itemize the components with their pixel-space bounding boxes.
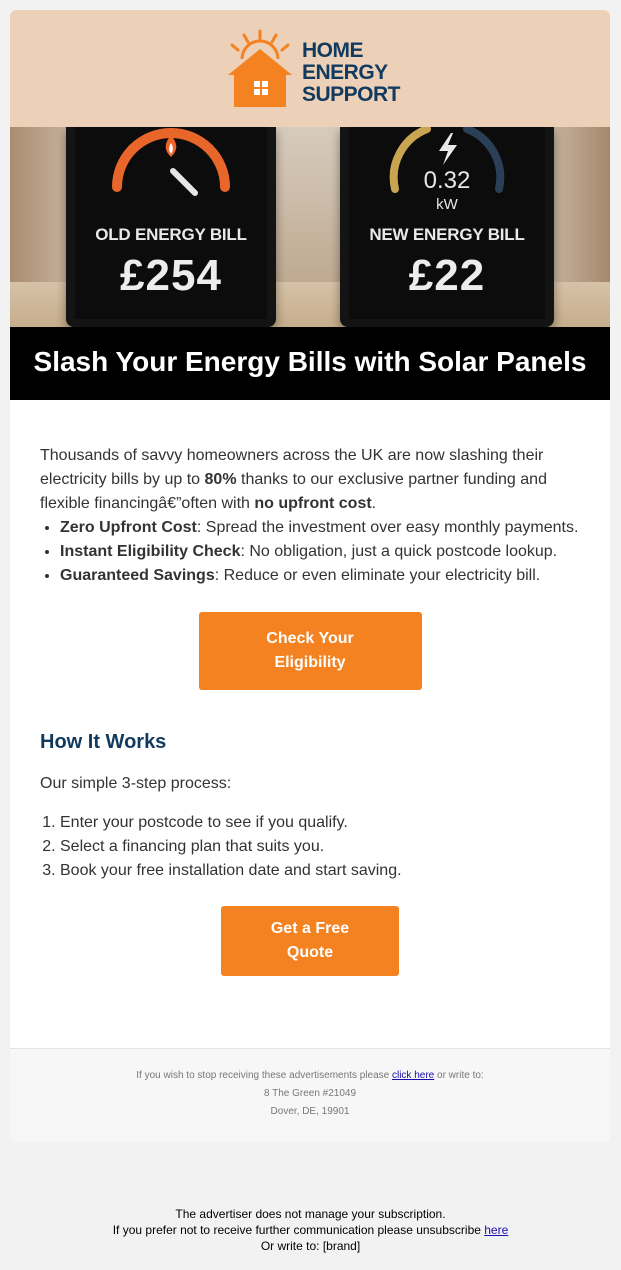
logo-line-3: SUPPORT <box>302 83 401 106</box>
step-item: 2. Select a financing plan that suits you. <box>60 835 580 859</box>
unsubscribe-text: If you wish to stop receiving these advertisements please <box>136 1070 392 1081</box>
feature-text: : No obligation, just a quick postcode lookup. <box>240 543 558 560</box>
step-item: 1. Enter your postcode to see if you qualify. <box>60 811 580 835</box>
intro-paragraph <box>40 444 580 516</box>
feature-title: Zero Upfront Cost <box>60 519 197 536</box>
intro-text-1: Thousands of savvy homeowners across the UK are now slashing their electricity bills by up to <box>40 447 544 488</box>
feature-text: : Spread the investment over easy monthly payments. <box>196 519 579 536</box>
logo-line-2: ENERGY <box>302 61 388 84</box>
subscription-notice <box>0 1206 621 1254</box>
free-quote-button[interactable] <box>221 906 399 976</box>
unsubscribe-line <box>10 1067 610 1085</box>
email-card <box>10 10 610 1142</box>
free-quote-label-1: Get a Free <box>270 920 350 937</box>
notice-line-2-text: If you prefer not to receive further communication please unsubscribe <box>112 1223 485 1237</box>
new-bill-display <box>340 127 554 327</box>
email-footer <box>10 1048 610 1142</box>
feature-item <box>60 540 580 564</box>
feature-item <box>60 564 580 588</box>
intro-text-3: . <box>371 495 377 512</box>
hero-image[interactable] <box>10 127 610 327</box>
feature-item <box>60 516 580 540</box>
headline-text: Slash Your Energy Bills with Solar Panels <box>33 346 587 377</box>
check-eligibility-label-1: Check Your <box>266 630 354 647</box>
feature-title: Instant Eligibility Check <box>60 543 241 560</box>
feature-list <box>40 516 580 588</box>
address-line-1: 8 The Green #21049 <box>263 1088 357 1099</box>
old-bill-screen <box>75 127 267 319</box>
email-header <box>10 10 610 127</box>
intro-highlight-percent: 80% <box>204 471 237 488</box>
how-it-works-heading: How It Works <box>40 731 167 753</box>
how-it-works-intro: Our simple 3-step process: <box>40 775 232 792</box>
notice-line-2 <box>0 1222 621 1238</box>
check-eligibility-button[interactable] <box>199 612 422 690</box>
free-quote-label-2: Quote <box>286 944 334 961</box>
house-sun-icon <box>220 29 300 109</box>
feature-title: Guaranteed Savings <box>60 567 215 584</box>
brand-logo[interactable] <box>220 29 420 109</box>
step-item: 3. Book your free installation date and start saving. <box>60 859 580 883</box>
unsubscribe-link[interactable]: click here <box>391 1070 435 1081</box>
steps-list <box>40 811 580 883</box>
intro-text-2: thanks to our exclusive partner funding and flexible financingâ€”often with <box>40 471 547 512</box>
brand-logo-text <box>302 40 400 106</box>
unsubscribe-here-link[interactable]: here <box>484 1223 509 1237</box>
old-bill-value: £254 <box>120 251 222 300</box>
new-bill-label: NEW ENERGY BILL <box>369 225 525 244</box>
address-line-2: Dover, DE, 19901 <box>270 1106 350 1117</box>
flame-gauge-icon <box>75 127 267 222</box>
logo-line-1: HOME <box>302 39 363 62</box>
intro-highlight-no-cost: no upfront cost <box>254 495 372 512</box>
old-bill-display <box>66 127 276 327</box>
kw-unit: kW <box>436 196 458 213</box>
feature-text: : Reduce or even eliminate your electricity bill. <box>214 567 541 584</box>
check-eligibility-label-2: Eligibility <box>274 654 346 671</box>
new-bill-value: £22 <box>408 251 486 300</box>
old-bill-label: OLD ENERGY BILL <box>95 225 247 244</box>
email-body <box>10 400 610 976</box>
notice-line-1: The advertiser does not manage your subscription. <box>175 1207 446 1221</box>
headline-banner <box>10 327 610 400</box>
kw-reading: 0.32 <box>423 167 471 194</box>
new-bill-screen <box>349 127 545 319</box>
notice-line-3: Or write to: [brand] <box>260 1239 361 1253</box>
unsubscribe-suffix: or write to: <box>434 1070 484 1081</box>
